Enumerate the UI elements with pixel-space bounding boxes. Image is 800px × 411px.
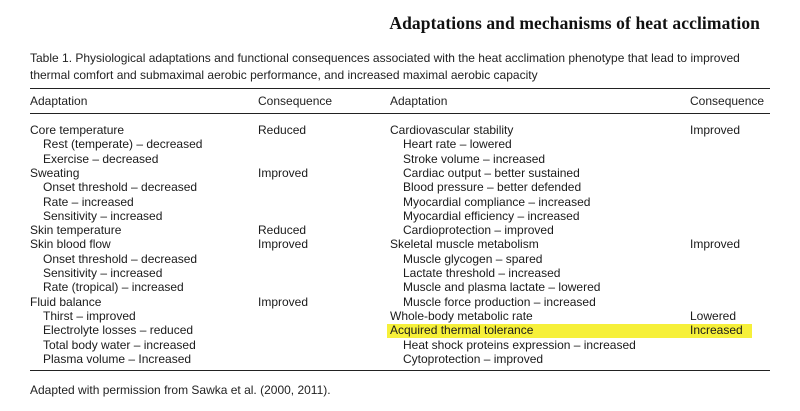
left-adaptation-cell: Rate (tropical) – increased <box>43 280 184 295</box>
left-consequence-cell: Reduced <box>258 223 307 238</box>
left-consequence-cell: Reduced <box>258 123 307 137</box>
left-adaptation-cell: Onset threshold – decreased <box>43 180 198 195</box>
right-consequence-cell: Increased <box>690 323 743 338</box>
left-adaptation-cell: Total body water – increased <box>43 337 196 352</box>
right-adaptation-cell: Cytoprotection – improved <box>403 351 544 366</box>
bottom-rule <box>30 370 770 371</box>
header-adaptation-left: Adaptation <box>30 94 88 108</box>
right-adaptation-cell: Skeletal muscle metabolism <box>390 237 539 252</box>
left-adaptation-cell: Skin temperature <box>30 223 122 238</box>
table-footnote: Adapted with permission from Sawka et al. (2000, 2011). <box>30 383 331 397</box>
left-consequence-cell: Improved <box>258 237 309 252</box>
right-adaptation-cell: Myocardial compliance – increased <box>403 194 591 209</box>
left-adaptation-cell: Onset threshold – decreased <box>43 251 198 266</box>
right-adaptation-cell: Stroke volume – increased <box>403 151 546 166</box>
left-consequence-cell: Improved <box>258 165 309 180</box>
left-adaptation-cell: Sensitivity – increased <box>43 208 163 223</box>
left-adaptation-cell: Fluid balance <box>30 294 102 309</box>
right-adaptation-cell: Myocardial efficiency – increased <box>403 208 580 223</box>
left-adaptation-cell: Core temperature <box>30 123 125 137</box>
right-consequence-cell: Lowered <box>690 308 737 323</box>
right-adaptation-cell: Heart rate – lowered <box>403 137 512 152</box>
header-consequence-left: Consequence <box>258 94 333 108</box>
left-adaptation-cell: Sensitivity – increased <box>43 266 163 280</box>
right-consequence-cell: Improved <box>690 123 741 137</box>
left-adaptation-cell: Skin blood flow <box>30 237 111 252</box>
header-rule <box>30 113 770 114</box>
right-adaptation-cell: Lactate threshold – increased <box>403 266 561 280</box>
right-consequence-cell: Improved <box>690 237 741 252</box>
right-adaptation-cell: Muscle force production – increased <box>403 294 596 309</box>
left-consequence-cell: Improved <box>258 294 309 309</box>
left-adaptation-cell: Rate – increased <box>43 194 134 209</box>
right-adaptation-cell: Muscle glycogen – spared <box>403 251 543 266</box>
right-adaptation-cell: Whole-body metabolic rate <box>390 308 533 323</box>
header-adaptation-right: Adaptation <box>390 94 448 108</box>
left-adaptation-cell: Plasma volume – Increased <box>43 351 192 366</box>
right-adaptation-cell: Muscle and plasma lactate – lowered <box>403 280 601 295</box>
left-adaptation-cell: Exercise – decreased <box>43 151 159 166</box>
right-adaptation-cell: Cardiac output – better sustained <box>403 165 580 180</box>
right-adaptation-cell: Cardioprotection – improved <box>403 223 554 238</box>
left-adaptation-cell: Electrolyte losses – reduced <box>43 323 194 338</box>
top-rule <box>30 88 770 89</box>
left-adaptation-cell: Thirst – improved <box>43 308 136 323</box>
right-adaptation-cell: Blood pressure – better defended <box>403 180 582 195</box>
right-adaptation-cell: Heat shock proteins expression – increased <box>403 337 636 352</box>
right-adaptation-cell: Acquired thermal tolerance <box>390 323 534 338</box>
right-adaptation-cell: Cardiovascular stability <box>390 123 514 137</box>
table-caption: Table 1. Physiological adaptations and functional consequences associated with the heat acclimation phenotype that lead to improved thermal comfort and submaximal aerobic performance, and increased maximal aerobic capacity <box>30 51 740 82</box>
running-head-title: Adaptations and mechanisms of heat acclimation <box>389 13 760 33</box>
left-adaptation-cell: Rest (temperate) – decreased <box>43 137 203 152</box>
left-adaptation-cell: Sweating <box>30 165 80 180</box>
header-consequence-right: Consequence <box>690 94 765 108</box>
